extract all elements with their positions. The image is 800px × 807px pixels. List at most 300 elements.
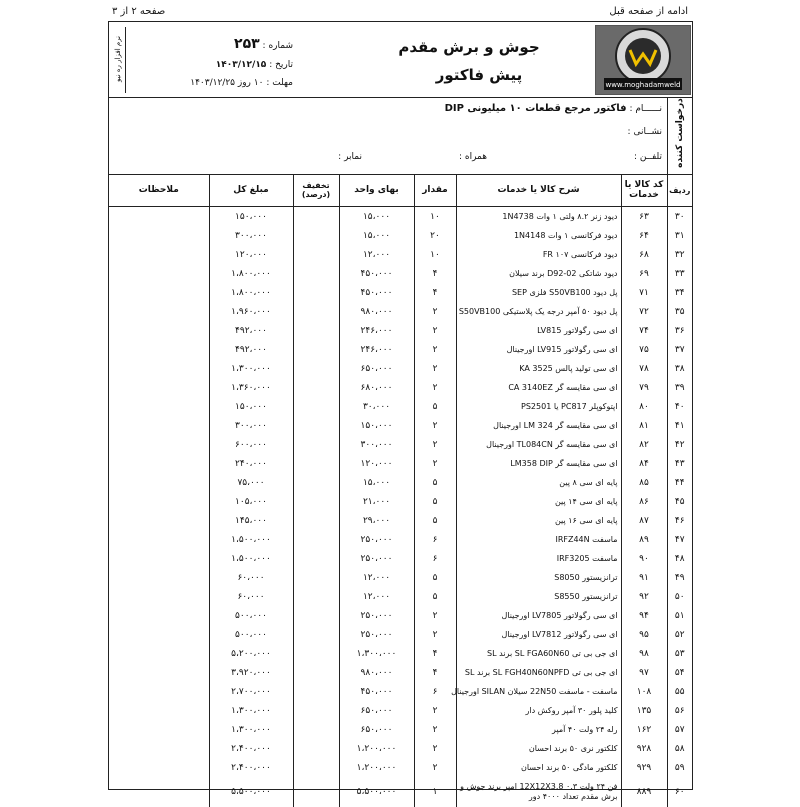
- cell-desc: دیود فرکانسی FR ۱۰۷: [456, 245, 621, 264]
- cell-discount: [293, 511, 339, 530]
- cell-qty: ۲: [414, 701, 456, 720]
- cell-notes: [109, 606, 209, 625]
- cell-row: ۳۲: [667, 245, 692, 264]
- cell-discount: [293, 435, 339, 454]
- cell-desc: ای سی رگولاتور LV815: [456, 321, 621, 340]
- cell-unit: ۲۵۰،۰۰۰: [339, 549, 414, 568]
- cell-unit: ۱۵،۰۰۰: [339, 207, 414, 227]
- cell-code: ۹۲: [621, 587, 667, 606]
- cell-desc: ای جی بی تی SL FGA60N60 برند SL: [456, 644, 621, 663]
- cell-unit: ۶۵۰،۰۰۰: [339, 701, 414, 720]
- cell-notes: [109, 492, 209, 511]
- cell-code: ۶۹: [621, 264, 667, 283]
- cell-unit: ۲۹،۰۰۰: [339, 511, 414, 530]
- cell-qty: ۶: [414, 549, 456, 568]
- svg-text:www.moghadamweld: www.moghadamweld: [605, 81, 681, 89]
- cell-row: ۳۴: [667, 283, 692, 302]
- table-row: [109, 758, 692, 777]
- cell-desc: پایه ای سی ۱۶ پین: [456, 511, 621, 530]
- cell-qty: ۶: [414, 682, 456, 701]
- cell-desc: کلکتور نری ۵۰ برند احسان: [456, 739, 621, 758]
- cell-row: ۵۸: [667, 739, 692, 758]
- cell-total: ۱،۳۰۰،۰۰۰: [209, 701, 293, 720]
- cell-total: ۷۵،۰۰۰: [209, 473, 293, 492]
- cell-unit: ۶۸۰،۰۰۰: [339, 378, 414, 397]
- table-row: [109, 302, 692, 321]
- cell-discount: [293, 302, 339, 321]
- table-row: [109, 378, 692, 397]
- cell-unit: ۹۸۰،۰۰۰: [339, 663, 414, 682]
- cell-notes: [109, 739, 209, 758]
- cell-desc: دیود زنر ۸.۲ ولتی ۱ وات 1N4738: [456, 207, 621, 227]
- cell-discount: [293, 701, 339, 720]
- cell-row: ۳۳: [667, 264, 692, 283]
- cell-desc: کلید پلور ۳۰ آمپر روکش دار: [456, 701, 621, 720]
- number-field: شماره : ۲۵۳: [234, 36, 293, 52]
- cell-notes: [109, 720, 209, 739]
- cell-row: ۵۱: [667, 606, 692, 625]
- company-name: جوش و برش مقدم: [398, 38, 540, 56]
- cell-discount: [293, 720, 339, 739]
- cell-discount: [293, 207, 339, 227]
- cell-total: ۳،۹۲۰،۰۰۰: [209, 663, 293, 682]
- cell-code: ۸۰: [621, 397, 667, 416]
- cell-total: ۵،۲۰۰،۰۰۰: [209, 644, 293, 663]
- cell-desc: ترانزیستور S8550: [456, 587, 621, 606]
- cell-unit: ۱۲،۰۰۰: [339, 245, 414, 264]
- cell-discount: [293, 226, 339, 245]
- cell-row: ۴۵: [667, 492, 692, 511]
- table-row: [109, 663, 692, 682]
- cell-row: ۳۹: [667, 378, 692, 397]
- cell-code: ۸۷: [621, 511, 667, 530]
- cell-discount: [293, 777, 339, 807]
- cell-row: ۵۰: [667, 587, 692, 606]
- cell-code: ۱۰۸: [621, 682, 667, 701]
- cell-total: ۱،۳۰۰،۰۰۰: [209, 720, 293, 739]
- cell-row: ۳۷: [667, 340, 692, 359]
- cell-row: ۵۹: [667, 758, 692, 777]
- cell-notes: [109, 245, 209, 264]
- cell-discount: [293, 359, 339, 378]
- continued-label: ادامه از صفحه قبل: [609, 6, 688, 17]
- cell-desc: پل دیود ۵۰ آمپر درجه یک پلاستیکی S50VB100: [456, 302, 621, 321]
- cell-row: ۵۶: [667, 701, 692, 720]
- cell-row: ۴۸: [667, 549, 692, 568]
- header-total: مبلغ کل: [209, 174, 293, 207]
- cell-total: ۶۰،۰۰۰: [209, 587, 293, 606]
- cell-notes: [109, 283, 209, 302]
- cell-unit: ۱۲،۰۰۰: [339, 587, 414, 606]
- header-code: کد کالا یا خدمات: [621, 174, 667, 207]
- company-logo: [595, 25, 691, 95]
- cell-code: ۹۲۹: [621, 758, 667, 777]
- cell-desc: ای سی مقایسه گر CA 3140EZ: [456, 378, 621, 397]
- header-notes: ملاحظات: [109, 174, 209, 207]
- cell-total: ۳۰۰،۰۰۰: [209, 226, 293, 245]
- cell-row: ۴۷: [667, 530, 692, 549]
- cell-notes: [109, 435, 209, 454]
- cell-code: ۹۸: [621, 644, 667, 663]
- table-row: [109, 701, 692, 720]
- cell-unit: ۵،۵۰۰،۰۰۰: [339, 777, 414, 807]
- cell-desc: پل دیود S50VB100 فلزی SEP: [456, 283, 621, 302]
- cell-qty: ۵: [414, 397, 456, 416]
- cell-unit: ۱۵۰،۰۰۰: [339, 416, 414, 435]
- cell-unit: ۲۴۶،۰۰۰: [339, 321, 414, 340]
- header-desc: شرح کالا یا خدمات: [456, 174, 621, 207]
- cell-total: ۱،۵۰۰،۰۰۰: [209, 549, 293, 568]
- cell-code: ۹۷: [621, 663, 667, 682]
- cell-qty: ۴: [414, 283, 456, 302]
- fax-field: نمابر :: [338, 152, 362, 162]
- table-row: [109, 359, 692, 378]
- cell-discount: [293, 530, 339, 549]
- cell-qty: ۵: [414, 511, 456, 530]
- cell-total: ۱۲۰،۰۰۰: [209, 245, 293, 264]
- cell-discount: [293, 682, 339, 701]
- cell-total: ۵۰۰،۰۰۰: [209, 606, 293, 625]
- page-number: صفحه ۲ از ۳: [112, 6, 166, 17]
- cell-notes: [109, 758, 209, 777]
- cell-code: ۸۲: [621, 435, 667, 454]
- cell-notes: [109, 701, 209, 720]
- cell-notes: [109, 207, 209, 227]
- cell-total: ۲۴۰،۰۰۰: [209, 454, 293, 473]
- cell-qty: ۱۰: [414, 207, 456, 227]
- cell-qty: ۵: [414, 587, 456, 606]
- cell-total: ۵۰۰،۰۰۰: [209, 625, 293, 644]
- mobile-field: همراه :: [458, 152, 487, 162]
- cell-discount: [293, 663, 339, 682]
- date-field: تاریخ : ۱۴۰۳/۱۲/۱۵: [215, 60, 293, 70]
- cell-total: ۲،۴۰۰،۰۰۰: [209, 758, 293, 777]
- table-row: [109, 549, 692, 568]
- cell-desc: ترانزیستور S8050: [456, 568, 621, 587]
- cell-discount: [293, 473, 339, 492]
- cell-desc: ای سی تولید پالس KA 3525: [456, 359, 621, 378]
- cell-total: ۱۵۰،۰۰۰: [209, 207, 293, 227]
- cell-discount: [293, 340, 339, 359]
- cell-desc: ماسفت - ماسفت 22N50 سیلان SILAN اورجینال: [456, 682, 621, 701]
- cell-desc: فن ۲۴ ولت ۰.۳ 12X12X3.8 امپر برند جوش و برش مقدم تعداد ۴۰۰۰ دور: [456, 777, 621, 807]
- cell-unit: ۴۵۰،۰۰۰: [339, 283, 414, 302]
- cell-row: ۵۳: [667, 644, 692, 663]
- cell-row: ۵۷: [667, 720, 692, 739]
- cell-notes: [109, 416, 209, 435]
- cell-notes: [109, 568, 209, 587]
- cell-row: ۴۲: [667, 435, 692, 454]
- cell-total: ۱۵۰،۰۰۰: [209, 397, 293, 416]
- cell-qty: ۲: [414, 359, 456, 378]
- cell-row: ۴۹: [667, 568, 692, 587]
- table-row: [109, 739, 692, 758]
- cell-desc: ماسفت IRF3205: [456, 549, 621, 568]
- cell-qty: ۲: [414, 321, 456, 340]
- cell-code: ۷۸: [621, 359, 667, 378]
- cell-row: ۴۰: [667, 397, 692, 416]
- cell-row: ۶۰: [667, 777, 692, 807]
- cell-qty: ۲: [414, 340, 456, 359]
- cell-unit: ۴۵۰،۰۰۰: [339, 682, 414, 701]
- cell-notes: [109, 302, 209, 321]
- cell-discount: [293, 283, 339, 302]
- cell-code: ۹۵: [621, 625, 667, 644]
- cell-code: ۹۲۸: [621, 739, 667, 758]
- cell-code: ۹۰: [621, 549, 667, 568]
- cell-code: ۸۶: [621, 492, 667, 511]
- table-row: [109, 606, 692, 625]
- cell-row: ۳۶: [667, 321, 692, 340]
- table-header: [109, 174, 692, 207]
- cell-notes: [109, 511, 209, 530]
- table-row: [109, 644, 692, 663]
- table-row: [109, 682, 692, 701]
- cell-code: ۷۱: [621, 283, 667, 302]
- header-qty: مقدار: [414, 174, 456, 207]
- customer-name-value: فاکتور مرجع قطعات ۱۰ میلیونی DIP: [444, 103, 627, 114]
- cell-unit: ۱۲۰،۰۰۰: [339, 454, 414, 473]
- cell-discount: [293, 625, 339, 644]
- cell-code: ۱۶۲: [621, 720, 667, 739]
- cell-desc: ای سی رگولاتور LV7805 اورجینال: [456, 606, 621, 625]
- cell-notes: [109, 359, 209, 378]
- table-row: [109, 777, 692, 807]
- header-unit-price: بهای واحد: [339, 174, 414, 207]
- table-row: [109, 511, 692, 530]
- cell-notes: [109, 226, 209, 245]
- cell-code: ۶۴: [621, 226, 667, 245]
- number-value: ۲۵۳: [234, 36, 260, 52]
- cell-code: ۷۹: [621, 378, 667, 397]
- cell-qty: ۲: [414, 302, 456, 321]
- cell-unit: ۱،۳۰۰،۰۰۰: [339, 644, 414, 663]
- cell-discount: [293, 758, 339, 777]
- cell-row: ۵۵: [667, 682, 692, 701]
- table-row: [109, 435, 692, 454]
- cell-discount: [293, 245, 339, 264]
- cell-notes: [109, 644, 209, 663]
- cell-discount: [293, 378, 339, 397]
- cell-row: ۳۸: [667, 359, 692, 378]
- items-table: [109, 174, 692, 807]
- cell-code: ۷۴: [621, 321, 667, 340]
- cell-total: ۴۹۲،۰۰۰: [209, 340, 293, 359]
- invoice-frame: [108, 21, 693, 801]
- table-row: [109, 226, 692, 245]
- table-row: [109, 207, 692, 227]
- cell-discount: [293, 397, 339, 416]
- cell-row: ۴۴: [667, 473, 692, 492]
- cell-desc: ای سی رگولاتور LV915 اورجینال: [456, 340, 621, 359]
- cell-desc: ای جی بی تی SL FGH40N60NPFD برند SL: [456, 663, 621, 682]
- cell-code: ۸۹: [621, 530, 667, 549]
- cell-unit: ۹۸۰،۰۰۰: [339, 302, 414, 321]
- cell-unit: ۱۲،۰۰۰: [339, 568, 414, 587]
- cell-total: ۱،۸۰۰،۰۰۰: [209, 264, 293, 283]
- cell-desc: پایه ای سی ۸ پین: [456, 473, 621, 492]
- phone-field: تلفــن :: [633, 152, 662, 162]
- table-row: [109, 720, 692, 739]
- cell-total: ۱۰۵،۰۰۰: [209, 492, 293, 511]
- cell-code: ۸۸۹: [621, 777, 667, 807]
- cell-row: ۴۱: [667, 416, 692, 435]
- cell-unit: ۱،۲۰۰،۰۰۰: [339, 758, 414, 777]
- cell-unit: ۱۵،۰۰۰: [339, 473, 414, 492]
- cell-code: ۸۴: [621, 454, 667, 473]
- table-row: [109, 625, 692, 644]
- cell-desc: اپتوکوپلر PC817 یا PS2501: [456, 397, 621, 416]
- cell-notes: [109, 682, 209, 701]
- cell-row: ۴۳: [667, 454, 692, 473]
- table-row: [109, 454, 692, 473]
- customer-name: نــــــام : فاکتور مرجع قطعات ۱۰ میلیونی DIP: [444, 103, 662, 114]
- cell-qty: ۲: [414, 739, 456, 758]
- cell-discount: [293, 321, 339, 340]
- cell-qty: ۲: [414, 378, 456, 397]
- cell-total: ۶۰،۰۰۰: [209, 568, 293, 587]
- cell-desc: کلکتور مادگی ۵۰ برند احسان: [456, 758, 621, 777]
- table-row: [109, 492, 692, 511]
- cell-row: ۳۱: [667, 226, 692, 245]
- cell-qty: ۴: [414, 644, 456, 663]
- cell-desc: دیود فرکانسی ۱ وات 1N4148: [456, 226, 621, 245]
- cell-code: ۶۳: [621, 207, 667, 227]
- table-row: [109, 340, 692, 359]
- table-row: [109, 530, 692, 549]
- table-row: [109, 473, 692, 492]
- cell-qty: ۲: [414, 625, 456, 644]
- cell-discount: [293, 644, 339, 663]
- cell-total: ۶۰۰،۰۰۰: [209, 435, 293, 454]
- cell-qty: ۲: [414, 606, 456, 625]
- header-discount: تخفیف (درصد): [293, 174, 339, 207]
- cell-discount: [293, 454, 339, 473]
- cell-discount: [293, 587, 339, 606]
- cell-unit: ۱،۲۰۰،۰۰۰: [339, 739, 414, 758]
- cell-desc: ماسفت IRFZ44N: [456, 530, 621, 549]
- cell-notes: [109, 663, 209, 682]
- cell-total: ۲،۷۰۰،۰۰۰: [209, 682, 293, 701]
- cell-discount: [293, 416, 339, 435]
- table-row: [109, 416, 692, 435]
- cell-unit: ۲۵۰،۰۰۰: [339, 625, 414, 644]
- cell-desc: ای سی رگولاتور LV7812 اورجینال: [456, 625, 621, 644]
- cell-total: ۳۰۰،۰۰۰: [209, 416, 293, 435]
- cell-notes: [109, 625, 209, 644]
- cell-notes: [109, 321, 209, 340]
- cell-row: ۴۶: [667, 511, 692, 530]
- cell-qty: ۲: [414, 454, 456, 473]
- cell-unit: ۳۰۰،۰۰۰: [339, 435, 414, 454]
- cell-row: ۳۰: [667, 207, 692, 227]
- cell-code: ۹۱: [621, 568, 667, 587]
- cell-qty: ۲: [414, 758, 456, 777]
- cell-unit: ۲۴۶،۰۰۰: [339, 340, 414, 359]
- cell-qty: ۲: [414, 416, 456, 435]
- cell-row: ۵۲: [667, 625, 692, 644]
- deadline-value: ۱۰ روز ۱۴۰۳/۱۲/۲۵: [190, 78, 264, 88]
- cell-code: ۷۲: [621, 302, 667, 321]
- cell-qty: ۴: [414, 264, 456, 283]
- cell-qty: ۶: [414, 530, 456, 549]
- cell-qty: ۲: [414, 720, 456, 739]
- cell-notes: [109, 454, 209, 473]
- cell-unit: ۳۰،۰۰۰: [339, 397, 414, 416]
- cell-total: ۵،۵۰۰،۰۰۰: [209, 777, 293, 807]
- cell-desc: رله ۲۴ ولت ۴۰ آمپر: [456, 720, 621, 739]
- cell-notes: [109, 473, 209, 492]
- cell-code: ۶۸: [621, 245, 667, 264]
- cell-qty: ۲۰: [414, 226, 456, 245]
- cell-notes: [109, 549, 209, 568]
- cell-code: ۸۵: [621, 473, 667, 492]
- cell-discount: [293, 264, 339, 283]
- cell-code: ۹۴: [621, 606, 667, 625]
- cell-code: ۷۵: [621, 340, 667, 359]
- cell-total: ۱،۳۶۰،۰۰۰: [209, 378, 293, 397]
- table-row: [109, 568, 692, 587]
- cell-qty: ۵: [414, 492, 456, 511]
- header-row: ردیف: [667, 174, 692, 207]
- cell-unit: ۶۵۰،۰۰۰: [339, 359, 414, 378]
- cell-unit: ۲۱،۰۰۰: [339, 492, 414, 511]
- cell-notes: [109, 378, 209, 397]
- table-row: [109, 397, 692, 416]
- cell-total: ۴۹۲،۰۰۰: [209, 321, 293, 340]
- cell-qty: ۴: [414, 663, 456, 682]
- cell-total: ۲،۴۰۰،۰۰۰: [209, 739, 293, 758]
- cell-row: ۳۵: [667, 302, 692, 321]
- cell-notes: [109, 340, 209, 359]
- cell-discount: [293, 492, 339, 511]
- cell-desc: پایه ای سی ۱۴ پین: [456, 492, 621, 511]
- cell-total: ۱،۳۰۰،۰۰۰: [209, 359, 293, 378]
- cell-total: ۱،۸۰۰،۰۰۰: [209, 283, 293, 302]
- date-value: ۱۴۰۳/۱۲/۱۵: [215, 60, 267, 70]
- cell-discount: [293, 739, 339, 758]
- cell-qty: ۲: [414, 435, 456, 454]
- cell-discount: [293, 549, 339, 568]
- cell-desc: ای سی مقایسه گر LM 324 اورجینال: [456, 416, 621, 435]
- cell-discount: [293, 606, 339, 625]
- cell-total: ۱،۵۰۰،۰۰۰: [209, 530, 293, 549]
- cell-unit: ۴۵۰،۰۰۰: [339, 264, 414, 283]
- cell-qty: ۱۰: [414, 245, 456, 264]
- cell-desc: ای سی مقایسه گر LM358 DIP: [456, 454, 621, 473]
- cell-unit: ۶۵۰،۰۰۰: [339, 720, 414, 739]
- cell-code: ۱۳۵: [621, 701, 667, 720]
- customer-section: [109, 97, 692, 175]
- deadline-field: مهلت : ۱۰ روز ۱۴۰۳/۱۲/۲۵: [190, 78, 293, 88]
- cell-notes: [109, 397, 209, 416]
- requester-label: درخواست کننده: [667, 97, 692, 174]
- table-row: [109, 264, 692, 283]
- cell-unit: ۲۵۰،۰۰۰: [339, 606, 414, 625]
- table-row: [109, 587, 692, 606]
- cell-row: ۵۴: [667, 663, 692, 682]
- document-title: پیش فاکتور: [435, 66, 523, 84]
- cell-discount: [293, 568, 339, 587]
- cell-desc: ای سی مقایسه گر TL084CN اورجینال: [456, 435, 621, 454]
- cell-notes: [109, 530, 209, 549]
- table-row: [109, 321, 692, 340]
- cell-qty: ۵: [414, 568, 456, 587]
- cell-desc: دیود شاتکی D92-02 برند سیلان: [456, 264, 621, 283]
- table-row: [109, 283, 692, 302]
- table-row: [109, 245, 692, 264]
- software-label: نرم افزار ره نیو: [111, 27, 126, 93]
